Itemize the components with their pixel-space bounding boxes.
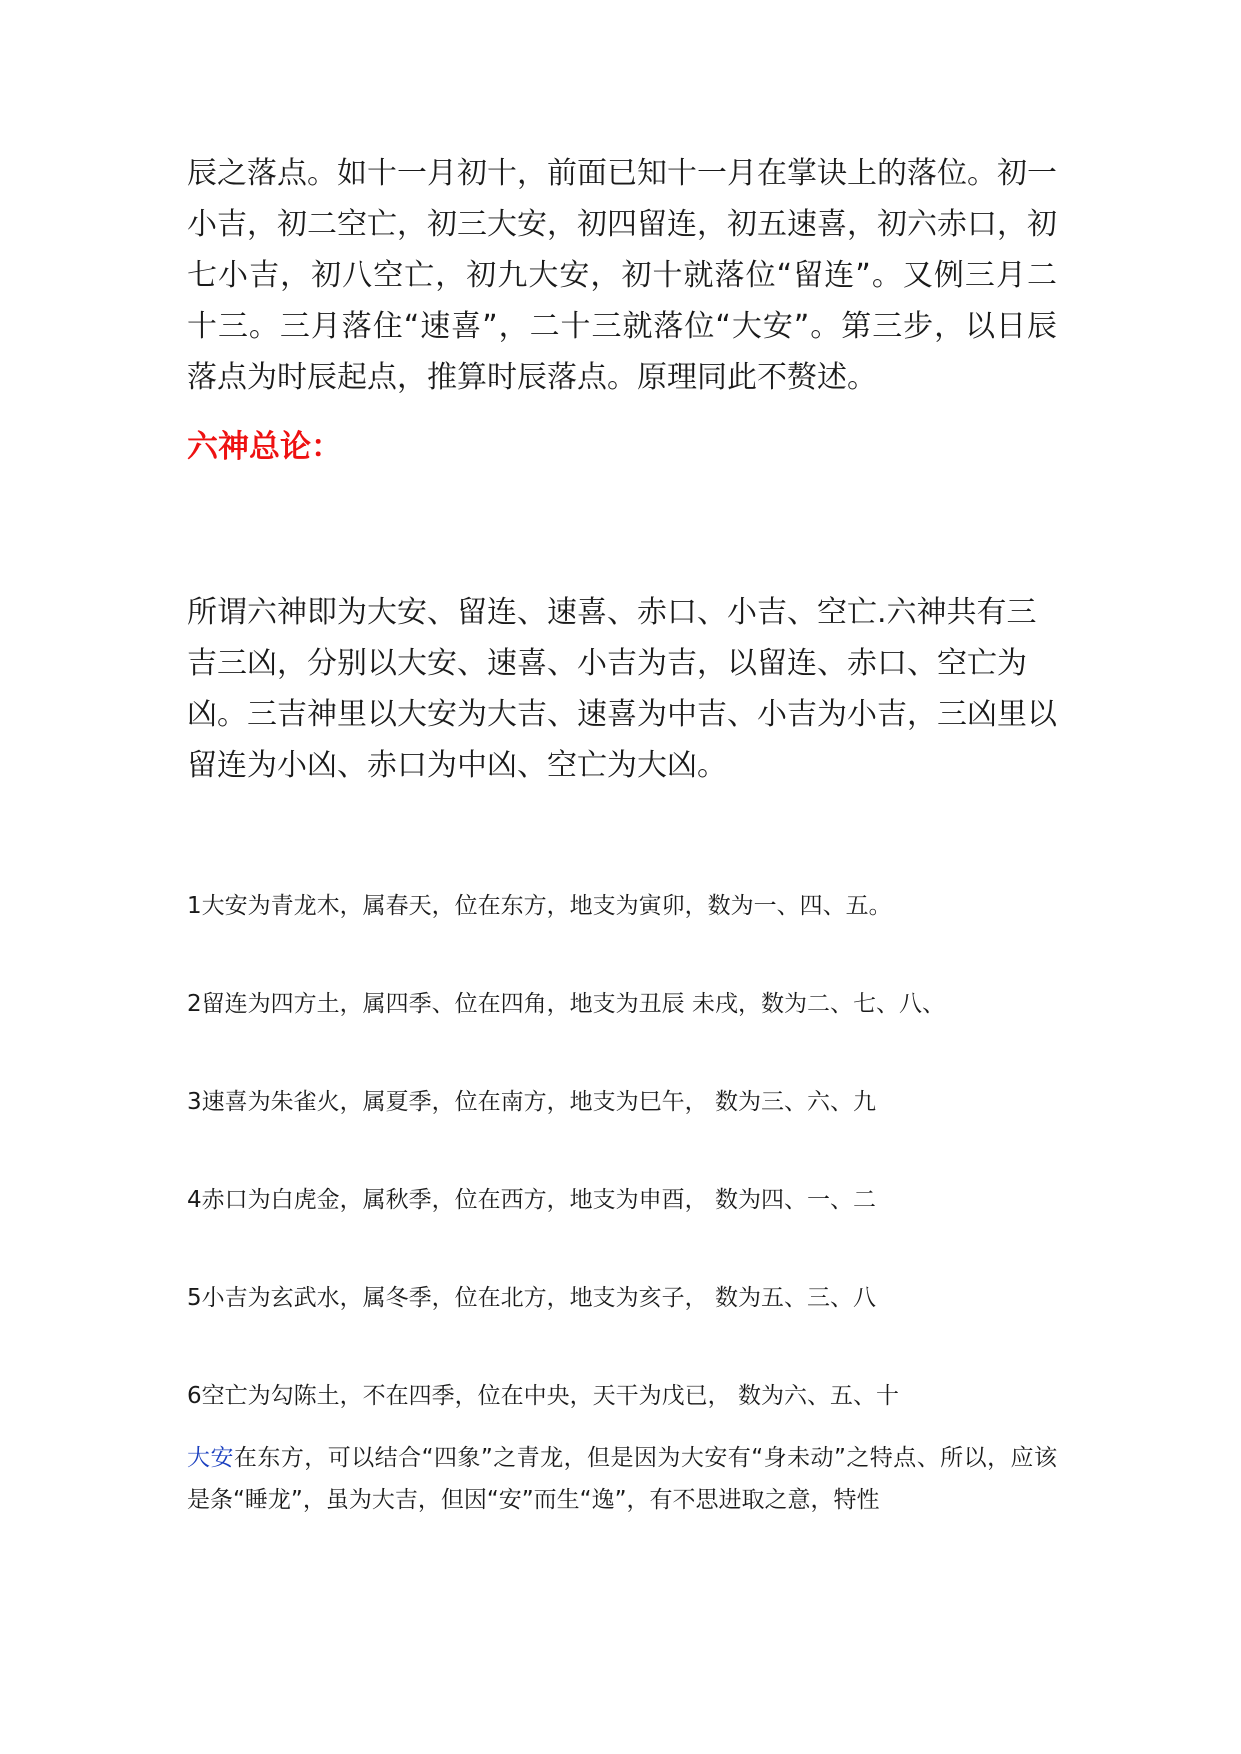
list-item: 4赤口为白虎金，属秋季，位在西方，地支为申酉， 数为四、一、二 [187, 1187, 876, 1213]
section-heading: 六神总论： [187, 429, 342, 465]
list-item: 2留连为四方土，属四季、位在四角，地支为丑辰 未戌，数为二、七、八、 [187, 991, 945, 1017]
paragraph-method: 辰之落点。如十一月初十，前面已知十一月在掌诀上的落位。初一小吉，初二空亡，初三大安，初四留连，初五速喜，初六赤口，初七小吉，初八空亡，初九大安，初十就落位“留连”。又例三月二十三。三月落住“速喜”，二十三就落位“大安”。第三步，以日辰落点为时辰起点，推算时辰落点。原理同此不赘述。 [187, 156, 1057, 395]
list-item: 1大安为青龙木，属春天，位在东方，地支为寅卯，数为一、四、五。 [187, 893, 892, 919]
paragraph-da-an [187, 1437, 1057, 1521]
highlighted-term: 大安 [187, 1445, 234, 1471]
document-page [187, 148, 1057, 1521]
six-gods-list [187, 891, 1057, 1411]
paragraph-intro: 所谓六神即为大安、留连、速喜、赤口、小吉、空亡.六神共有三吉三凶，分别以大安、速喜、小吉为吉，以留连、赤口、空亡为凶。三吉神里以大安为大吉、速喜为中吉、小吉为小吉，三凶里以留连为小凶、赤口为中凶、空亡为大凶。 [187, 595, 1057, 783]
paragraph-da-an-text: 在东方，可以结合“四象”之青龙，但是因为大安有“身未动”之特点、所以，应该是条“睡龙”，虽为大吉，但因“安”而生“逸”，有不思进取之意，特性 [187, 1445, 1058, 1513]
list-item: 5小吉为玄武水，属冬季，位在北方，地支为亥子， 数为五、三、八 [187, 1285, 876, 1311]
list-item: 6空亡为勾陈土，不在四季，位在中央，天干为戊已， 数为六、五、十 [187, 1383, 899, 1409]
list-item: 3速喜为朱雀火，属夏季，位在南方，地支为巳午， 数为三、六、九 [187, 1089, 876, 1115]
